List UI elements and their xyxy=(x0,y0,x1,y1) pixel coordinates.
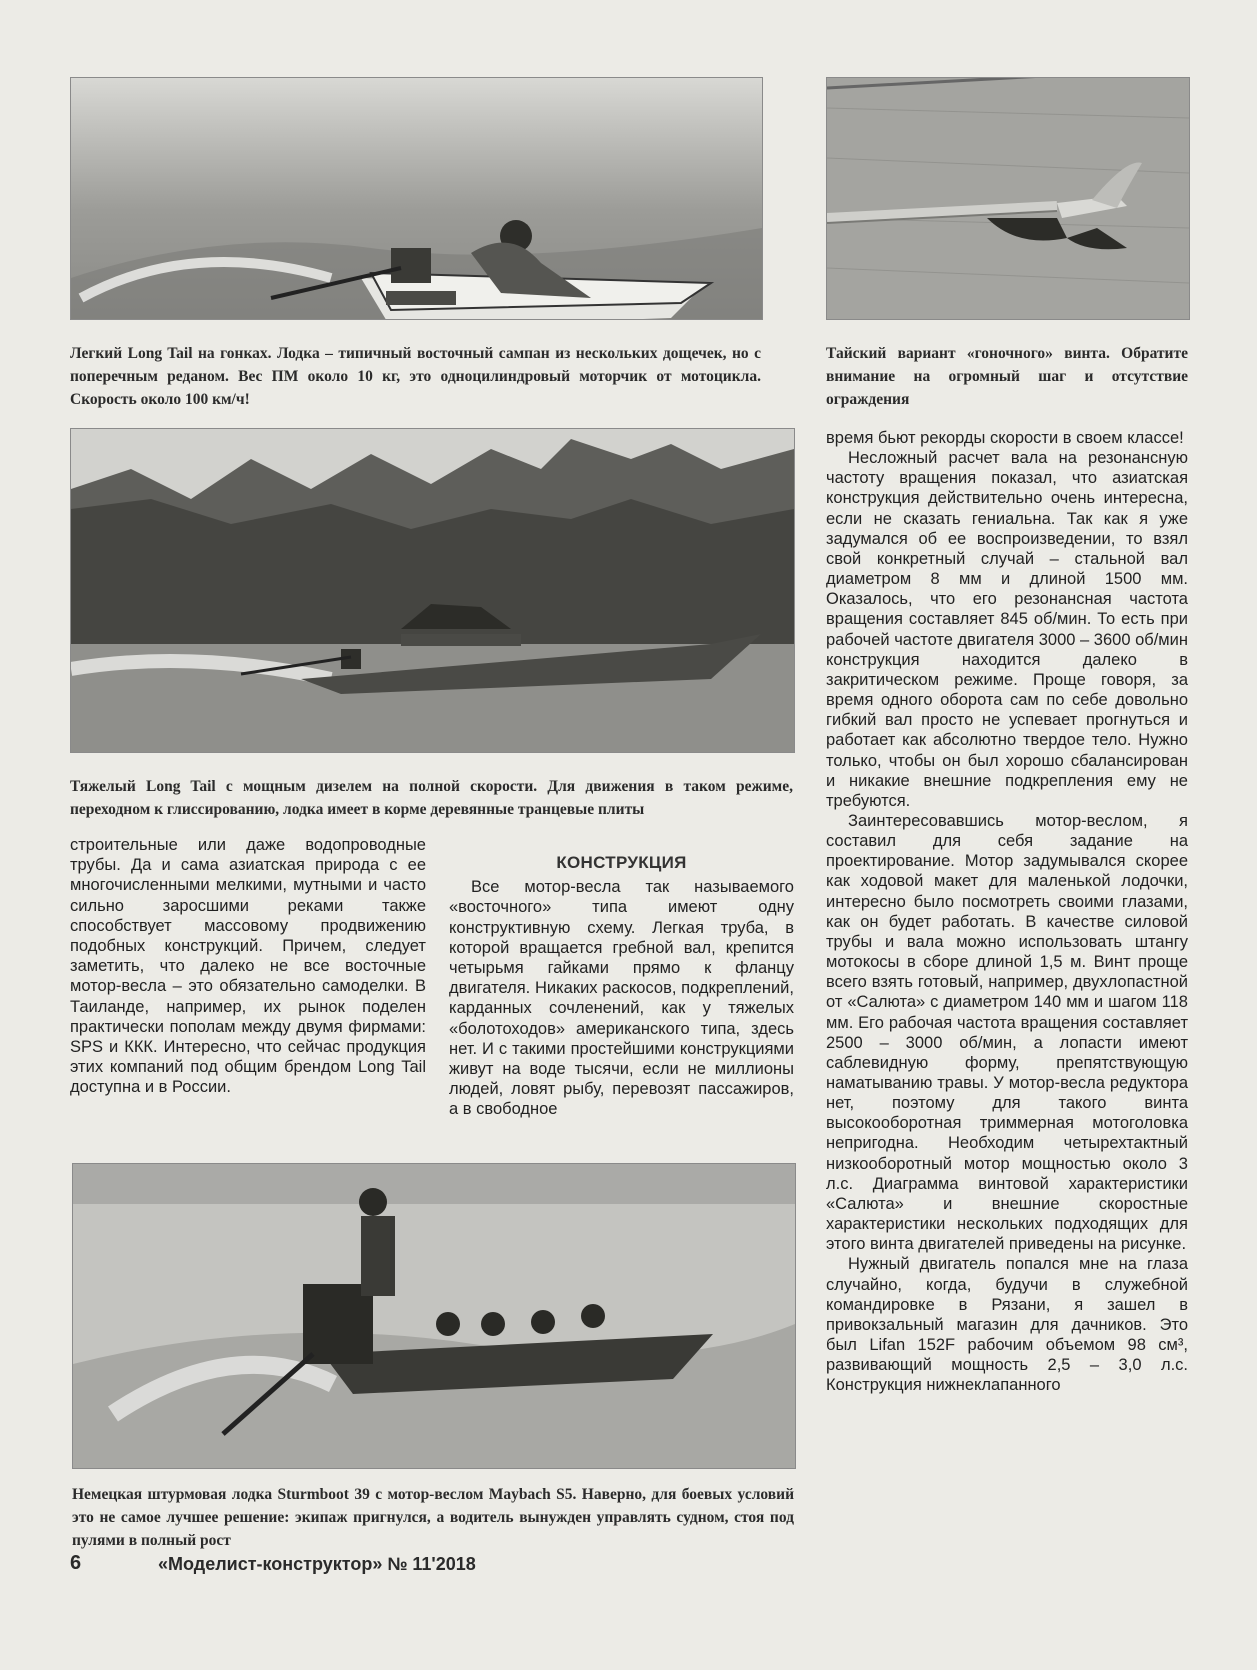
column-right xyxy=(826,428,1188,1396)
caption-propeller: Тайский вариант «гоночного» винта. Обратите внимание на огромный шаг и отсутствие ограждения xyxy=(826,345,1188,408)
caption-race-boat: Легкий Long Tail на гонках. Лодка – типичный восточный сампан из нескольких дощечек, но с поперечным реданом. Вес ПМ около 10 кг, это одноцилиндровый моторчик от мотоцикла. Скорость около 100 км/ч! xyxy=(70,345,761,408)
caption-sturmboot: Немецкая штурмовая лодка Sturmboot 39 с мотор-веслом Maybach S5. Наверно, для боевых условий это не самое лучшее решение: экипаж пригнулся, а водитель вынужден управлять судном, стоя под пулями в полный рост xyxy=(72,1486,794,1549)
photo-propeller xyxy=(826,77,1190,320)
column-left xyxy=(70,835,426,1098)
right-paragraph-3: Заинтересовавшись мотор-веслом, я составил для себя задание на проектирование. Мотор задумывался скорее как ходовой макет для маленькой лодочки, интересно было посмотреть своими глазами, как он будет работать. В качестве силовой трубы и вала можно использовать штангу мотокосы в сборе длиной 1,5 м. Винт проще всего взять готовый, например, двухлопастной от «Салюта» с диаметром 140 мм и шагом 118 мм. Его рабочая частота вращения составляет 2500 – 3000 об/мин, а лопасти имеют саблевидную форму, препятствующую наматыванию травы. У мотор-весла редуктора нет, поэтому для такого винта высокооборотная триммерная мотоголовка непригодна. Необходим четырехтактный низкооборотный мотор мощностью около 3 л.с. Диаграмма винтовой характеристики «Салюта» и внешние скоростные характеристики нескольких подходящих для этого винта двигателей приведены на рисунке. xyxy=(826,811,1188,1254)
section-heading: КОНСТРУКЦИЯ xyxy=(556,853,687,872)
right-paragraph-2: Несложный расчет вала на резонансную частоту вращения показал, что азиатская конструкция действительно очень интересна, если не сказать гениальна. Так как я уже задумался об ее воспроизведении, то взял свой конкретный случай – стальной вал диаметром 8 мм и длиной 1500 мм. Оказалось, что его резонансная частота вращения составляет 845 об/мин. То есть при рабочей частоте двигателя 3000 – 3600 об/мин конструкция находится далеко в закритическом режиме. Проще говоря, за время одного оборота сам по себе довольно гибкий вал просто не успевает прогнуться и работает как абсолютно твердое тело. Нужно только, чтобы он был хорошо сбалансирован и никакие внешние подкрепления ему не требуются. xyxy=(826,449,1188,810)
left-paragraph: строительные или даже водопроводные трубы. Да и сама азиатская природа с ее многочисленными мелкими, мутными и часто сильно заросшими реками также способствует массовому продвижению подобных конструкций. Причем, следует заметить, что далеко не все восточные мотор-весла – это обязательно самоделки. В Таиланде, например, их рынок поделен практически пополам между двумя фирмами: SPS и ККК. Интересно, что сейчас продукция этих компаний под общим брендом Long Tail доступна и в России. xyxy=(70,836,426,1097)
column-middle xyxy=(449,853,794,1120)
photo-race-boat xyxy=(70,77,763,320)
caption-diesel-boat: Тяжелый Long Tail с мощным дизелем на полной скорости. Для движения в таком режиме, переходном к глиссированию, лодка имеет в корме деревянные транцевые плиты xyxy=(70,778,793,818)
photo-diesel-boat xyxy=(70,428,795,753)
page-number: 6 xyxy=(70,1552,82,1574)
photo-sturmboot xyxy=(72,1163,796,1469)
right-paragraph-1: время бьют рекорды скорости в своем классе! xyxy=(826,429,1184,447)
right-paragraph-4: Нужный двигатель попался мне на глаза случайно, когда, будучи в служебной командировке в Рязани, я зашел в привокзальный магазин для дачников. Это был Lifan 152F рабочим объемом 98 см³, развивающий мощность 2,5 – 3,0 л.с. Конструкция нижнеклапанного xyxy=(826,1255,1188,1395)
middle-paragraph: Все мотор-весла так называемого «восточного» типа имеют одну конструктивную схему. Легкая труба, в которой вращается гребной вал, крепится четырьмя гайками прямо к фланцу двигателя. Никаких раскосов, подкреплений, карданных сочленений, как у тяжелых «болотоходов» американского типа, здесь нет. И с такими простейшими конструкциями живут на воде тысячи, если не миллионы людей, ловят рыбу, перевозят пассажиров, а в свободное xyxy=(449,878,794,1119)
magazine-title: «Моделист-конструктор» № 11'2018 xyxy=(158,1554,476,1574)
